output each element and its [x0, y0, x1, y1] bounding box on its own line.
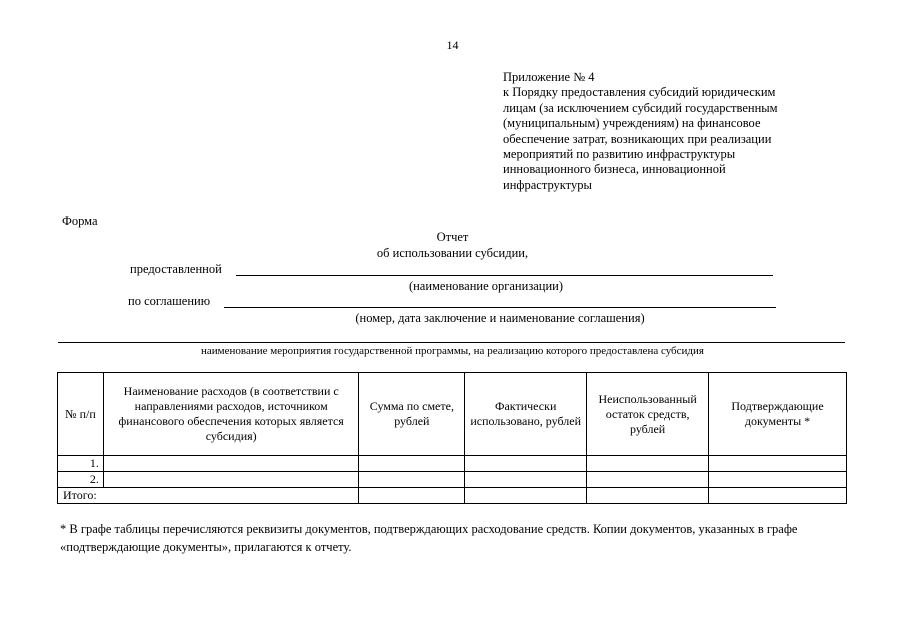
report-table: [57, 372, 847, 504]
form-label: Форма: [62, 214, 98, 228]
report-subtitle: об использовании субсидии,: [376, 246, 529, 260]
cell: [103, 472, 359, 488]
row-number: 2.: [58, 472, 104, 488]
header-actually-used: Фактически использовано, рублей: [465, 373, 587, 456]
cell: [709, 472, 847, 488]
agreement-label: по соглашению: [128, 294, 211, 308]
appendix-line: к Порядку предоставления субсидий юридическим: [503, 85, 776, 100]
cell: [103, 456, 359, 472]
table-total-row: [58, 488, 847, 504]
header-documents: Подтверждающие документы *: [709, 373, 847, 456]
cell: [465, 488, 587, 504]
header-expense-name: Наименование расходов (в соответствии с направлениями расходов, источником финансового обеспечения которых является субсидия): [103, 373, 359, 456]
appendix-line: мероприятий по развитию инфраструктуры: [503, 147, 736, 162]
cell: [709, 456, 847, 472]
cell: [359, 472, 465, 488]
total-label: Итого:: [58, 488, 359, 504]
page-number: 14: [446, 38, 459, 52]
appendix-title: Приложение № 4: [503, 70, 595, 84]
provided-label: предоставленной: [130, 262, 222, 276]
measure-hint: наименование мероприятия государственной программы, на реализацию которого предоставлена субсидия: [201, 345, 704, 357]
cell: [465, 472, 587, 488]
header-estimate-sum: Сумма по смете, рублей: [359, 373, 465, 456]
header-num: № п/п: [58, 373, 104, 456]
cell: [465, 456, 587, 472]
cell: [359, 456, 465, 472]
organization-fill-line: [236, 275, 773, 276]
table-header-row: [58, 373, 847, 456]
appendix-line: инновационного бизнеса, инновационной: [503, 162, 726, 177]
appendix-line: (муниципальным) учреждениям) на финансовое: [503, 116, 761, 131]
cell: [709, 488, 847, 504]
footnote: * В графе таблицы перечисляются реквизиты документов, подтверждающих расходование средств. Копии документов, указанных в графе «подтверждающие документы», прилагаются к отчету.: [60, 522, 798, 554]
cell: [359, 488, 465, 504]
appendix-line: обеспечение затрат, возникающих при реализации: [503, 131, 772, 146]
report-title: Отчет: [436, 230, 469, 244]
cell: [587, 472, 709, 488]
appendix-block: [503, 70, 833, 193]
table-row: [58, 456, 847, 472]
header-unused-balance: Неиспользованный остаток средств, рублей: [587, 373, 709, 456]
cell: [587, 488, 709, 504]
agreement-fill-line: [224, 307, 776, 308]
row-number: 1.: [58, 456, 104, 472]
agreement-hint: (номер, дата заключение и наименование соглашения): [355, 311, 645, 325]
cell: [587, 456, 709, 472]
table-row: [58, 472, 847, 488]
measure-fill-line: [58, 342, 845, 343]
appendix-line: лицам (за исключением субсидий государственным: [503, 100, 778, 115]
appendix-line: инфраструктуры: [503, 177, 592, 192]
organization-hint: (наименование организации): [408, 279, 564, 293]
